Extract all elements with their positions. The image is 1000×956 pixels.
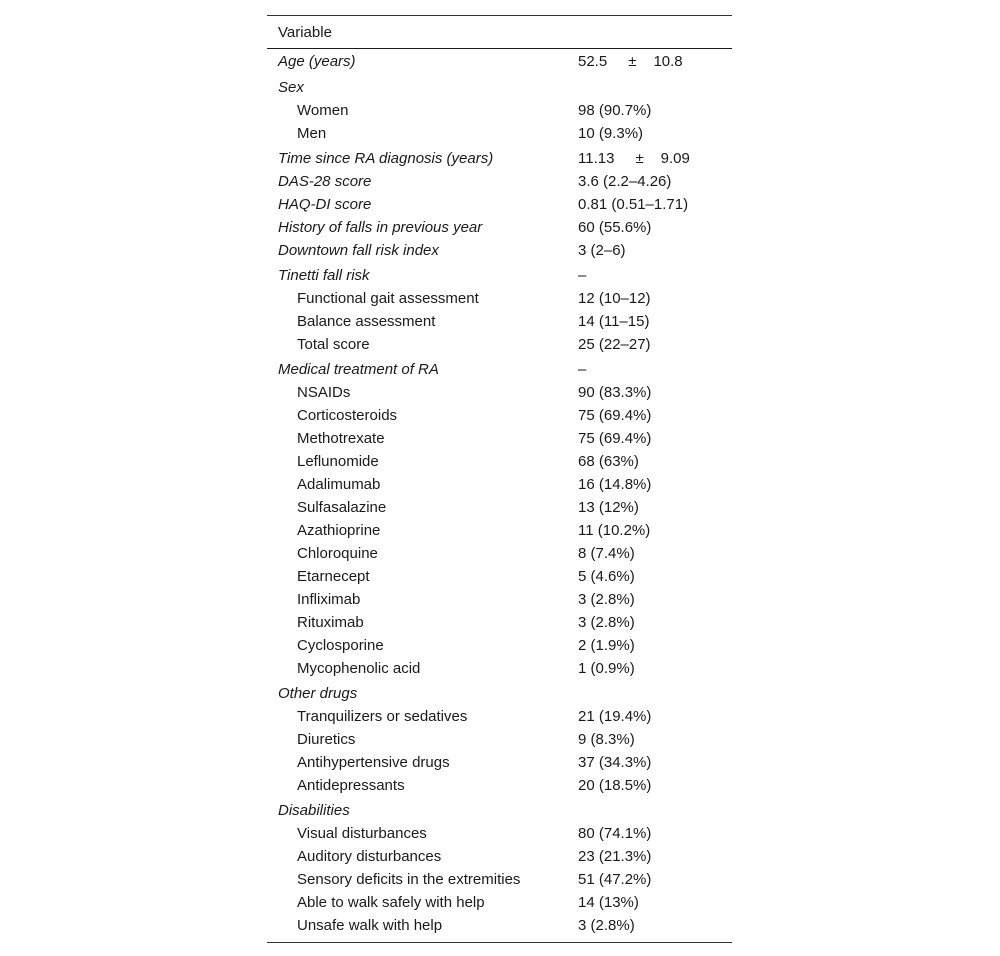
row-sublabel: Etarnecept xyxy=(297,568,370,585)
table-row xyxy=(267,728,732,751)
row-sublabel: Women xyxy=(297,102,349,119)
table-row xyxy=(267,751,732,774)
row-sublabel: Antidepressants xyxy=(297,777,405,794)
table-row xyxy=(267,145,732,170)
row-value: 14 (11–15) xyxy=(578,313,650,330)
table-row xyxy=(267,519,732,542)
row-category-label: Tinetti fall risk xyxy=(278,267,370,284)
table-row xyxy=(267,310,732,333)
header-variable: Variable xyxy=(278,24,332,41)
table-body xyxy=(267,49,732,937)
row-sublabel: Infliximab xyxy=(297,591,361,608)
row-value: 14 (13%) xyxy=(578,894,639,911)
table-row xyxy=(267,914,732,937)
row-value: 0.81 (0.51–1.71) xyxy=(578,196,689,213)
table-bottom-rule xyxy=(267,942,732,943)
row-value: 16 (14.8%) xyxy=(578,476,652,493)
row-sublabel: Balance assessment xyxy=(297,313,436,330)
table-row xyxy=(267,634,732,657)
table-row xyxy=(267,680,732,705)
row-value: 98 (90.7%) xyxy=(578,102,652,119)
table-row xyxy=(267,333,732,356)
row-value: 3 (2–6) xyxy=(578,242,626,259)
characteristics-table xyxy=(267,15,732,943)
row-sublabel: Cyclosporine xyxy=(297,637,384,654)
row-value: 3.6 (2.2–4.26) xyxy=(578,173,672,190)
table-row xyxy=(267,404,732,427)
table-row xyxy=(267,705,732,728)
table-row xyxy=(267,262,732,287)
table-row xyxy=(267,193,732,216)
row-value: 11 (10.2%) xyxy=(578,522,651,539)
row-value xyxy=(578,53,732,70)
table-row xyxy=(267,356,732,381)
row-value: 37 (34.3%) xyxy=(578,754,652,771)
plus-minus-sign: ± xyxy=(628,53,637,70)
row-value: 21 (19.4%) xyxy=(578,708,652,725)
row-category-label: Medical treatment of RA xyxy=(278,361,439,378)
table-row xyxy=(267,797,732,822)
table-row xyxy=(267,774,732,797)
row-sublabel: Diuretics xyxy=(297,731,356,748)
table-row xyxy=(267,845,732,868)
table-row xyxy=(267,239,732,262)
row-sublabel: Auditory disturbances xyxy=(297,848,442,865)
row-sublabel: Able to walk safely with help xyxy=(297,894,485,911)
row-category-label: DAS-28 score xyxy=(278,173,372,190)
row-sublabel: Antihypertensive drugs xyxy=(297,754,450,771)
table-header-row xyxy=(267,16,732,48)
row-category-label: HAQ-DI score xyxy=(278,196,372,213)
row-value: 13 (12%) xyxy=(578,499,639,516)
row-category-label: Age (years) xyxy=(278,53,356,70)
row-value: 80 (74.1%) xyxy=(578,825,652,842)
table-row xyxy=(267,588,732,611)
table-row xyxy=(267,868,732,891)
table-row xyxy=(267,473,732,496)
row-sublabel: NSAIDs xyxy=(297,384,351,401)
row-value: 10 (9.3%) xyxy=(578,125,644,142)
sd-value: 10.8 xyxy=(653,53,683,70)
row-category-label: Downtown fall risk index xyxy=(278,242,439,259)
row-value: 51 (47.2%) xyxy=(578,871,652,888)
table-row xyxy=(267,450,732,473)
row-category-label: History of falls in previous year xyxy=(278,219,483,236)
row-value: 23 (21.3%) xyxy=(578,848,652,865)
row-sublabel: Adalimumab xyxy=(297,476,381,493)
plus-minus-sign: ± xyxy=(635,150,644,167)
row-sublabel: Corticosteroids xyxy=(297,407,398,424)
row-sublabel: Leflunomide xyxy=(297,453,379,470)
row-value: 12 (10–12) xyxy=(578,290,651,307)
table-row xyxy=(267,74,732,99)
table-row xyxy=(267,122,732,145)
row-sublabel: Unsafe walk with help xyxy=(297,917,443,934)
row-value: – xyxy=(578,267,587,284)
table-row xyxy=(267,542,732,565)
row-sublabel: Tranquilizers or sedatives xyxy=(297,708,468,725)
row-category-label: Sex xyxy=(278,79,304,96)
table-row xyxy=(267,99,732,122)
table-row xyxy=(267,170,732,193)
row-value: 20 (18.5%) xyxy=(578,777,652,794)
table-row xyxy=(267,657,732,680)
row-value: 5 (4.6%) xyxy=(578,568,635,585)
table-row xyxy=(267,496,732,519)
row-sublabel: Sulfasalazine xyxy=(297,499,387,516)
row-sublabel: Functional gait assessment xyxy=(297,290,479,307)
row-sublabel: Chloroquine xyxy=(297,545,378,562)
table-row xyxy=(267,287,732,310)
row-value: 1 (0.9%) xyxy=(578,660,635,677)
row-category-label: Other drugs xyxy=(278,685,358,702)
row-sublabel: Men xyxy=(297,125,327,142)
row-value: 8 (7.4%) xyxy=(578,545,635,562)
sd-value: 9.09 xyxy=(660,150,690,167)
row-sublabel: Methotrexate xyxy=(297,430,385,447)
row-sublabel: Sensory deficits in the extremities xyxy=(297,871,521,888)
mean-value: 11.13 xyxy=(578,150,615,167)
row-category-label: Disabilities xyxy=(278,802,350,819)
table-row xyxy=(267,49,732,74)
row-value: 9 (8.3%) xyxy=(578,731,635,748)
row-value: 68 (63%) xyxy=(578,453,639,470)
table-row xyxy=(267,565,732,588)
row-sublabel: Visual disturbances xyxy=(297,825,427,842)
row-value: 2 (1.9%) xyxy=(578,637,635,654)
row-category-label: Time since RA diagnosis (years) xyxy=(278,150,494,167)
row-value: 3 (2.8%) xyxy=(578,614,635,631)
table-row xyxy=(267,427,732,450)
table-row xyxy=(267,611,732,634)
table-row xyxy=(267,891,732,914)
row-value: 3 (2.8%) xyxy=(578,591,635,608)
row-sublabel: Rituximab xyxy=(297,614,364,631)
row-value: 3 (2.8%) xyxy=(578,917,635,934)
row-sublabel: Mycophenolic acid xyxy=(297,660,421,677)
row-value xyxy=(578,150,732,167)
table-row xyxy=(267,216,732,239)
row-value: – xyxy=(578,361,587,378)
row-sublabel: Azathioprine xyxy=(297,522,381,539)
mean-value: 52.5 xyxy=(578,53,608,70)
row-sublabel: Total score xyxy=(297,336,370,353)
row-value: 60 (55.6%) xyxy=(578,219,652,236)
table-row xyxy=(267,381,732,404)
table-row xyxy=(267,822,732,845)
row-value: 25 (22–27) xyxy=(578,336,651,353)
row-value: 90 (83.3%) xyxy=(578,384,652,401)
row-value: 75 (69.4%) xyxy=(578,407,652,424)
row-value: 75 (69.4%) xyxy=(578,430,652,447)
